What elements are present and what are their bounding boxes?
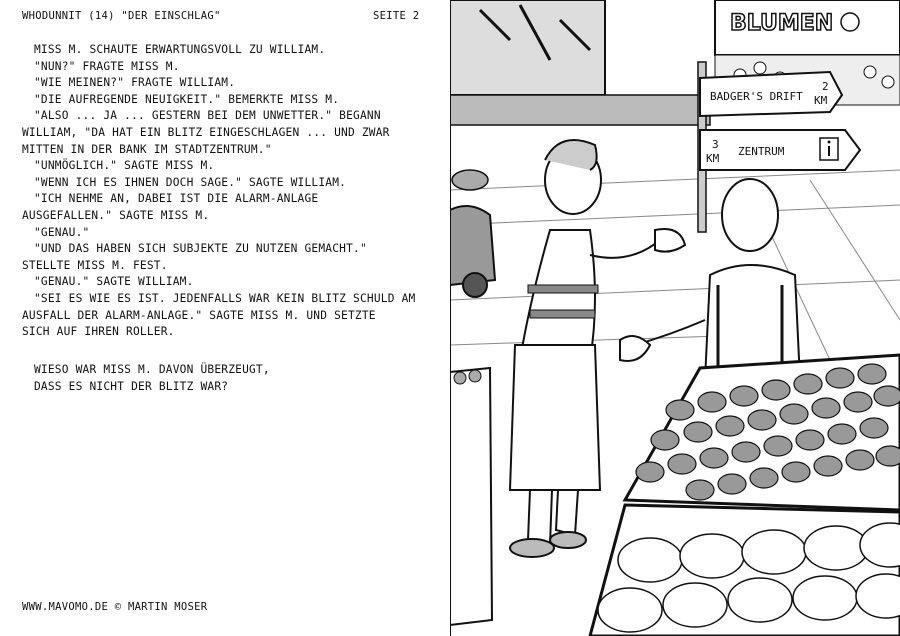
- comic-illustration: [450, 0, 900, 636]
- fruit-crate-left: [450, 368, 492, 625]
- story-line: "UNMÖGLICH." SAGTE MISS M.: [34, 159, 215, 173]
- story-line: "ALSO ... JA ... GESTERN BEI DEM UNWETTER." BEGANN: [34, 109, 381, 123]
- riddle-question: [34, 362, 270, 395]
- story-line: "NUN?" FRAGTE MISS M.: [34, 59, 180, 73]
- sign-zentrum-unit: KM: [706, 152, 720, 165]
- story-line: "WIE MEINEN?" FRAGTE WILLIAM.: [34, 76, 236, 90]
- story-line: "WENN ICH ES IHNEN DOCH SAGE." SAGTE WILLIAM.: [34, 175, 347, 189]
- sign-zentrum-distance: 3: [712, 138, 719, 151]
- story-line: AUSFALL DER ALARM-ANLAGE." SAGTE MISS M. UND SETZTE: [22, 308, 376, 322]
- story-line: "GENAU." SAGTE WILLIAM.: [34, 275, 194, 289]
- question-line: DASS ES NICHT DER BLITZ WAR?: [34, 379, 229, 393]
- story-line: SICH AUF IHREN ROLLER.: [22, 325, 175, 339]
- illustration-page: [450, 0, 900, 636]
- story-text: [22, 42, 434, 341]
- story-line: "UND DAS HABEN SICH SUBJEKTE ZU NUTZEN GEMACHT.": [34, 242, 367, 256]
- shop-sign-text: BLUMEN: [730, 11, 834, 36]
- story-line: MISS M. SCHAUTE ERWARTUNGSVOLL ZU WILLIAM.: [34, 43, 326, 56]
- story-line: AUSGEFALLEN." SAGTE MISS M.: [22, 208, 210, 222]
- sign-badgers-unit: KM: [814, 94, 828, 107]
- story-line: "SEI ES WIE ES IST. JEDENFALLS WAR KEIN BLITZ SCHULD AM: [34, 291, 416, 305]
- story-line: "DIE AUFREGENDE NEUIGKEIT." BEMERKTE MISS M.: [34, 92, 340, 106]
- sign-badgers-drift: BADGER'S DRIFT: [710, 90, 803, 103]
- story-line: "GENAU.": [34, 225, 90, 239]
- page-header-title: WHODUNNIT (14) "DER EINSCHLAG": [22, 10, 221, 22]
- story-line: MITTEN IN DER BANK IM STADTZENTRUM.": [22, 142, 272, 156]
- question-line: WIESO WAR MISS M. DAVON ÜBERZEUGT,: [34, 363, 270, 376]
- story-line: STELLTE MISS M. FEST.: [22, 258, 168, 272]
- story-line: "ICH NEHME AN, DABEI IST DIE ALARM-ANLAGE: [34, 192, 319, 206]
- sign-badgers-distance: 2: [822, 80, 829, 93]
- page-number: SEITE 2: [373, 10, 420, 22]
- footer-credit: WWW.MAVOMO.DE © MARTIN MOSER: [22, 601, 208, 613]
- info-i-icon: [820, 138, 838, 160]
- sign-zentrum: ZENTRUM: [738, 145, 785, 158]
- story-line: WILLIAM, "DA HAT EIN BLITZ EINGESCHLAGEN ... UND ZWAR: [22, 125, 390, 139]
